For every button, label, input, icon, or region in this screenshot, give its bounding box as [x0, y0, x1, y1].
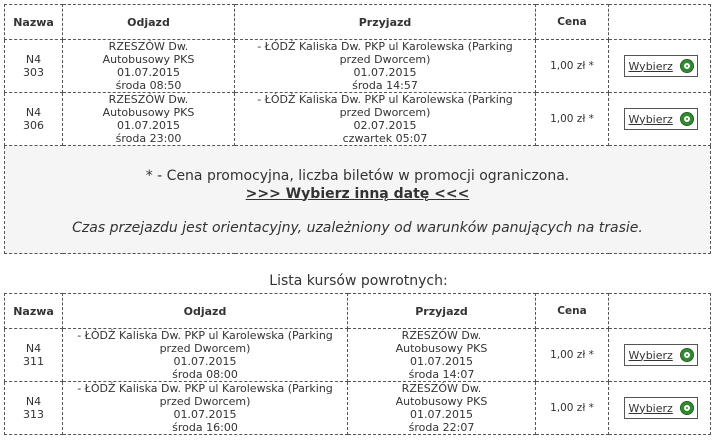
departure-stop-cont: Autobusowy PKS — [102, 53, 195, 66]
header-odjazd: Odjazd — [63, 5, 235, 40]
choose-other-date-link[interactable]: >>> Wybierz inną datę <<< — [245, 185, 470, 202]
course-number: 311 — [23, 355, 44, 368]
departure-time: środa 08:50 — [115, 79, 182, 92]
arrival-time: czwartek 05:07 — [342, 132, 428, 145]
arrival-date: 01.07.2015 — [410, 355, 473, 368]
select-button-label: Wybierz — [628, 112, 673, 126]
course-number: 313 — [23, 408, 44, 421]
arrival-stop-cont: przed Dworcem) — [339, 53, 431, 66]
course-name — [5, 382, 63, 435]
action-cell — [609, 40, 711, 93]
departure-stop: RZESZÓW Dw. — [108, 40, 189, 53]
arrival-time: środa 14:07 — [408, 368, 475, 381]
arrival-cell — [235, 40, 536, 93]
green-circle-icon — [680, 401, 694, 415]
return-courses-title: Lista kursów powrotnych: — [269, 273, 448, 289]
price: 1,00 zł * — [536, 40, 609, 93]
select-button[interactable] — [624, 397, 698, 419]
price: 1,00 zł * — [536, 329, 609, 382]
departure-date: 01.07.2015 — [173, 408, 237, 421]
departure-cell — [63, 382, 348, 435]
course-line: N4 — [25, 53, 42, 66]
departure-time: środa 23:00 — [115, 132, 182, 145]
departure-time: środa 16:00 — [172, 421, 238, 434]
select-button-label: Wybierz — [628, 59, 673, 73]
return-courses-table — [4, 293, 711, 435]
departure-date: 01.07.2015 — [173, 355, 237, 368]
header-action — [609, 294, 711, 329]
select-button[interactable] — [624, 344, 698, 366]
arrival-stop: RZESZÓW Dw. — [401, 382, 482, 395]
info-row — [5, 146, 711, 254]
header-przyjazd: Przyjazd — [348, 294, 536, 329]
price: 1,00 zł * — [536, 382, 609, 435]
course-line: N4 — [25, 395, 42, 408]
select-button-label: Wybierz — [628, 401, 673, 415]
header-nazwa: Nazwa — [5, 294, 63, 329]
arrival-cell — [348, 329, 536, 382]
header-cena: Cena — [536, 5, 609, 40]
departure-stop-cont: przed Dworcem) — [159, 342, 251, 355]
travel-time-note: Czas przejazdu jest orientacyjny, uzależniony od warunków panujących na trasie. — [72, 219, 643, 236]
arrival-date: 01.07.2015 — [410, 408, 473, 421]
course-line: N4 — [25, 342, 42, 355]
departure-cell — [63, 93, 235, 146]
table-header-row — [5, 294, 711, 329]
table-header-row — [5, 5, 711, 40]
arrival-stop-cont: przed Dworcem) — [339, 106, 431, 119]
table-row — [5, 93, 711, 146]
table-row — [5, 40, 711, 93]
departure-cell — [63, 329, 348, 382]
select-button-label: Wybierz — [628, 348, 673, 362]
select-button[interactable] — [624, 108, 698, 130]
action-cell — [609, 93, 711, 146]
header-odjazd: Odjazd — [63, 294, 348, 329]
select-button[interactable] — [624, 55, 698, 77]
departure-date: 01.07.2015 — [117, 119, 180, 132]
green-circle-icon — [680, 348, 694, 362]
action-cell — [609, 329, 711, 382]
departure-cell — [63, 40, 235, 93]
info-cell — [5, 146, 711, 254]
course-number: 306 — [23, 119, 44, 132]
departure-stop: - ŁÓDŹ Kaliska Dw. PKP ul Karolewska (Parking — [77, 329, 333, 342]
arrival-time: środa 22:07 — [408, 421, 475, 434]
arrival-cell — [235, 93, 536, 146]
departure-stop: - ŁÓDŹ Kaliska Dw. PKP ul Karolewska (Parking — [77, 382, 333, 395]
course-name — [5, 329, 63, 382]
arrival-time: środa 14:57 — [352, 79, 418, 92]
arrival-date: 01.07.2015 — [353, 66, 417, 79]
course-number: 303 — [23, 66, 44, 79]
header-cena: Cena — [536, 294, 609, 329]
arrival-stop-cont: Autobusowy PKS — [395, 395, 488, 408]
price: 1,00 zł * — [536, 93, 609, 146]
table-row — [5, 329, 711, 382]
arrival-stop-cont: Autobusowy PKS — [395, 342, 488, 355]
arrival-stop: - ŁÓDŹ Kaliska Dw. PKP ul Karolewska (Parking — [257, 93, 513, 106]
arrival-stop: RZESZÓW Dw. — [401, 329, 482, 342]
departure-stop: RZESZÓW Dw. — [108, 93, 189, 106]
arrival-date: 02.07.2015 — [353, 119, 417, 132]
arrival-cell — [348, 382, 536, 435]
header-action — [609, 5, 711, 40]
arrival-stop: - ŁÓDŹ Kaliska Dw. PKP ul Karolewska (Parking — [257, 40, 513, 53]
green-circle-icon — [680, 112, 694, 126]
header-przyjazd: Przyjazd — [235, 5, 536, 40]
outbound-courses-table — [4, 4, 711, 254]
course-name — [5, 40, 63, 93]
action-cell — [609, 382, 711, 435]
course-line: N4 — [25, 106, 42, 119]
course-name — [5, 93, 63, 146]
departure-stop-cont: przed Dworcem) — [159, 395, 251, 408]
departure-stop-cont: Autobusowy PKS — [102, 106, 195, 119]
table-row — [5, 382, 711, 435]
departure-date: 01.07.2015 — [117, 66, 180, 79]
header-nazwa: Nazwa — [5, 5, 63, 40]
departure-time: środa 08:00 — [172, 368, 238, 381]
green-circle-icon — [680, 59, 694, 73]
promo-note: * - Cena promocyjna, liczba biletów w promocji ograniczona. — [145, 167, 570, 184]
